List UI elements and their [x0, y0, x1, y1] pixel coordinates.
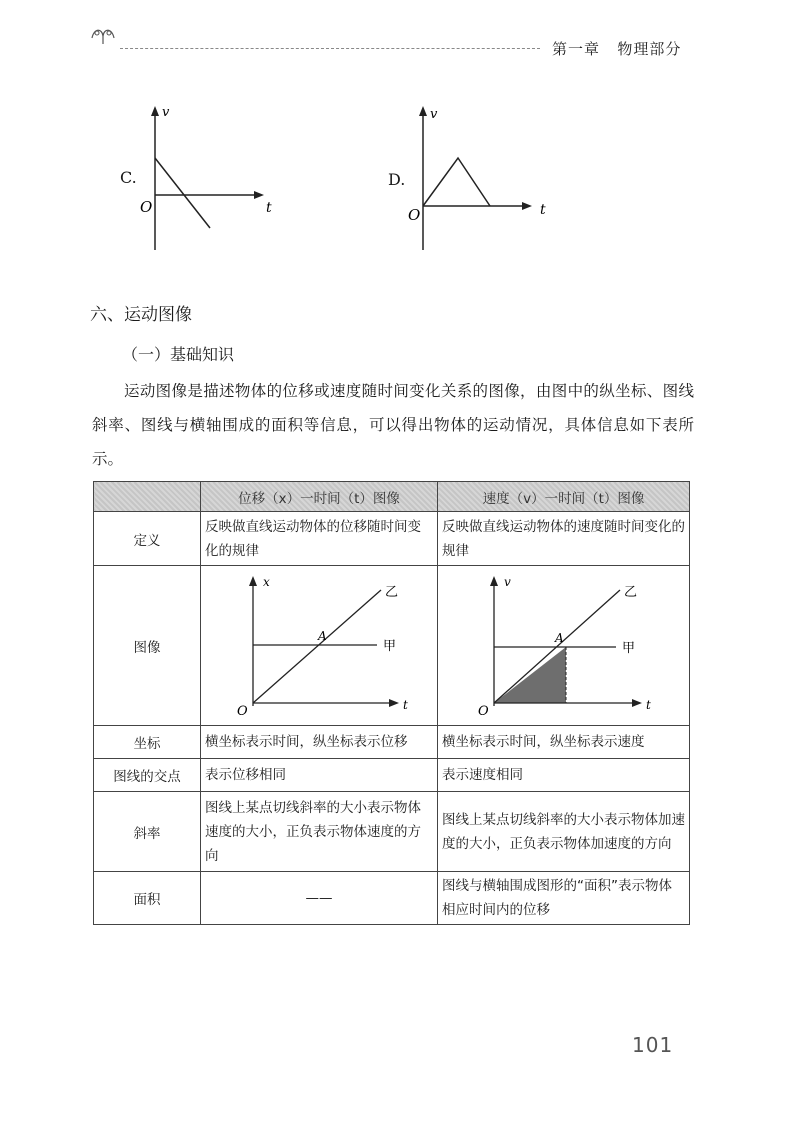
xt-origin: O: [237, 704, 248, 719]
row-label-definition: 定义: [94, 512, 201, 566]
c-x-arrow: [254, 191, 264, 199]
section-label: 物理部分: [617, 40, 682, 58]
xt-point-a: A: [318, 629, 327, 643]
vt-definition: 反映做直线运动物体的速度随时间变化的规律: [438, 512, 690, 566]
d-x-arrow: [522, 202, 532, 210]
xt-area: ——: [201, 872, 438, 925]
vt-area: 图线与横轴围成图形的“面积”表示物体相应时间内的位移: [438, 872, 690, 925]
c-t-label: t: [266, 200, 272, 216]
vt-shaded-area: [494, 647, 566, 703]
row-label-coordinates: 坐标: [94, 726, 201, 759]
table-row: [94, 512, 690, 566]
header-leaf-icon: [88, 24, 118, 46]
subsection-title: （一）基础知识: [122, 345, 235, 364]
c-origin-label: O: [140, 198, 153, 216]
vt-origin: O: [478, 704, 489, 719]
vt-slope: 图线上某点切线斜率的大小表示物体加速度的大小，正负表示物体加速度的方向: [438, 792, 690, 872]
table-row: [94, 759, 690, 792]
c-y-arrow: [151, 106, 159, 116]
d-triangle-line: [423, 158, 490, 206]
xt-yi-label: 乙: [385, 585, 399, 600]
d-v-label: v: [430, 107, 438, 122]
table-row: [94, 726, 690, 759]
vt-point-a: A: [555, 631, 564, 645]
row-label-intersection: 图线的交点: [94, 759, 201, 792]
xt-y-label: x: [263, 575, 270, 589]
vt-graph: [438, 566, 689, 721]
d-t-label: t: [540, 202, 546, 218]
table-header-blank: [94, 482, 201, 512]
vt-yi-label: 乙: [624, 585, 638, 600]
row-label-area: 面积: [94, 872, 201, 925]
running-header: [552, 38, 681, 59]
xt-jia-label: 甲: [383, 639, 397, 654]
option-d-label: D.: [388, 170, 406, 189]
table-row: [94, 872, 690, 925]
xt-intersection: 表示位移相同: [201, 759, 438, 792]
intro-paragraph: 运动图像是描述物体的位移或速度随时间变化关系的图像，由图中的纵坐标、图线斜率、图线与横轴围成的面积等信息，可以得出物体的运动情况，具体信息如下表所示。: [92, 382, 694, 468]
header-rule: [120, 48, 540, 49]
motion-graph-table: [93, 481, 690, 925]
xt-slope: 图线上某点切线斜率的大小表示物体速度的大小，正负表示物体速度的方向: [201, 792, 438, 872]
table-row: [94, 792, 690, 872]
table-header-xt: 位移（x）一时间（t）图像: [201, 482, 438, 512]
c-v-label: v: [162, 105, 170, 120]
xt-definition: 反映做直线运动物体的位移随时间变化的规律: [201, 512, 438, 566]
d-y-arrow: [419, 106, 427, 116]
vt-graph-cell: [438, 566, 690, 726]
vt-jia-label: 甲: [622, 641, 636, 656]
row-label-slope: 斜率: [94, 792, 201, 872]
option-c-graph: [130, 100, 280, 260]
option-d-graph: [398, 100, 558, 260]
table-header-row: [94, 482, 690, 512]
d-origin-label: O: [408, 206, 421, 224]
vt-x-arrow: [632, 699, 642, 707]
c-velocity-line: [155, 158, 210, 228]
section-title: 六、运动图像: [90, 305, 192, 325]
xt-graph: [201, 566, 437, 721]
vt-coordinates: 横坐标表示时间，纵坐标表示速度: [438, 726, 690, 759]
vt-intersection: 表示速度相同: [438, 759, 690, 792]
xt-x-label: t: [403, 698, 408, 712]
xt-coordinates: 横坐标表示时间，纵坐标表示位移: [201, 726, 438, 759]
option-c-label: C.: [120, 168, 137, 187]
vt-y-arrow: [490, 576, 498, 586]
table-row: [94, 566, 690, 726]
xt-line-yi: [253, 590, 381, 703]
table-header-vt: 速度（v）一时间（t）图像: [438, 482, 690, 512]
xt-y-arrow: [249, 576, 257, 586]
page-number: 101: [632, 1033, 674, 1057]
xt-x-arrow: [389, 699, 399, 707]
chapter-label: 第一章: [552, 40, 601, 58]
row-label-graph: 图像: [94, 566, 201, 726]
vt-x-label: t: [646, 698, 651, 712]
vt-y-label: v: [504, 575, 511, 589]
xt-graph-cell: [201, 566, 438, 726]
